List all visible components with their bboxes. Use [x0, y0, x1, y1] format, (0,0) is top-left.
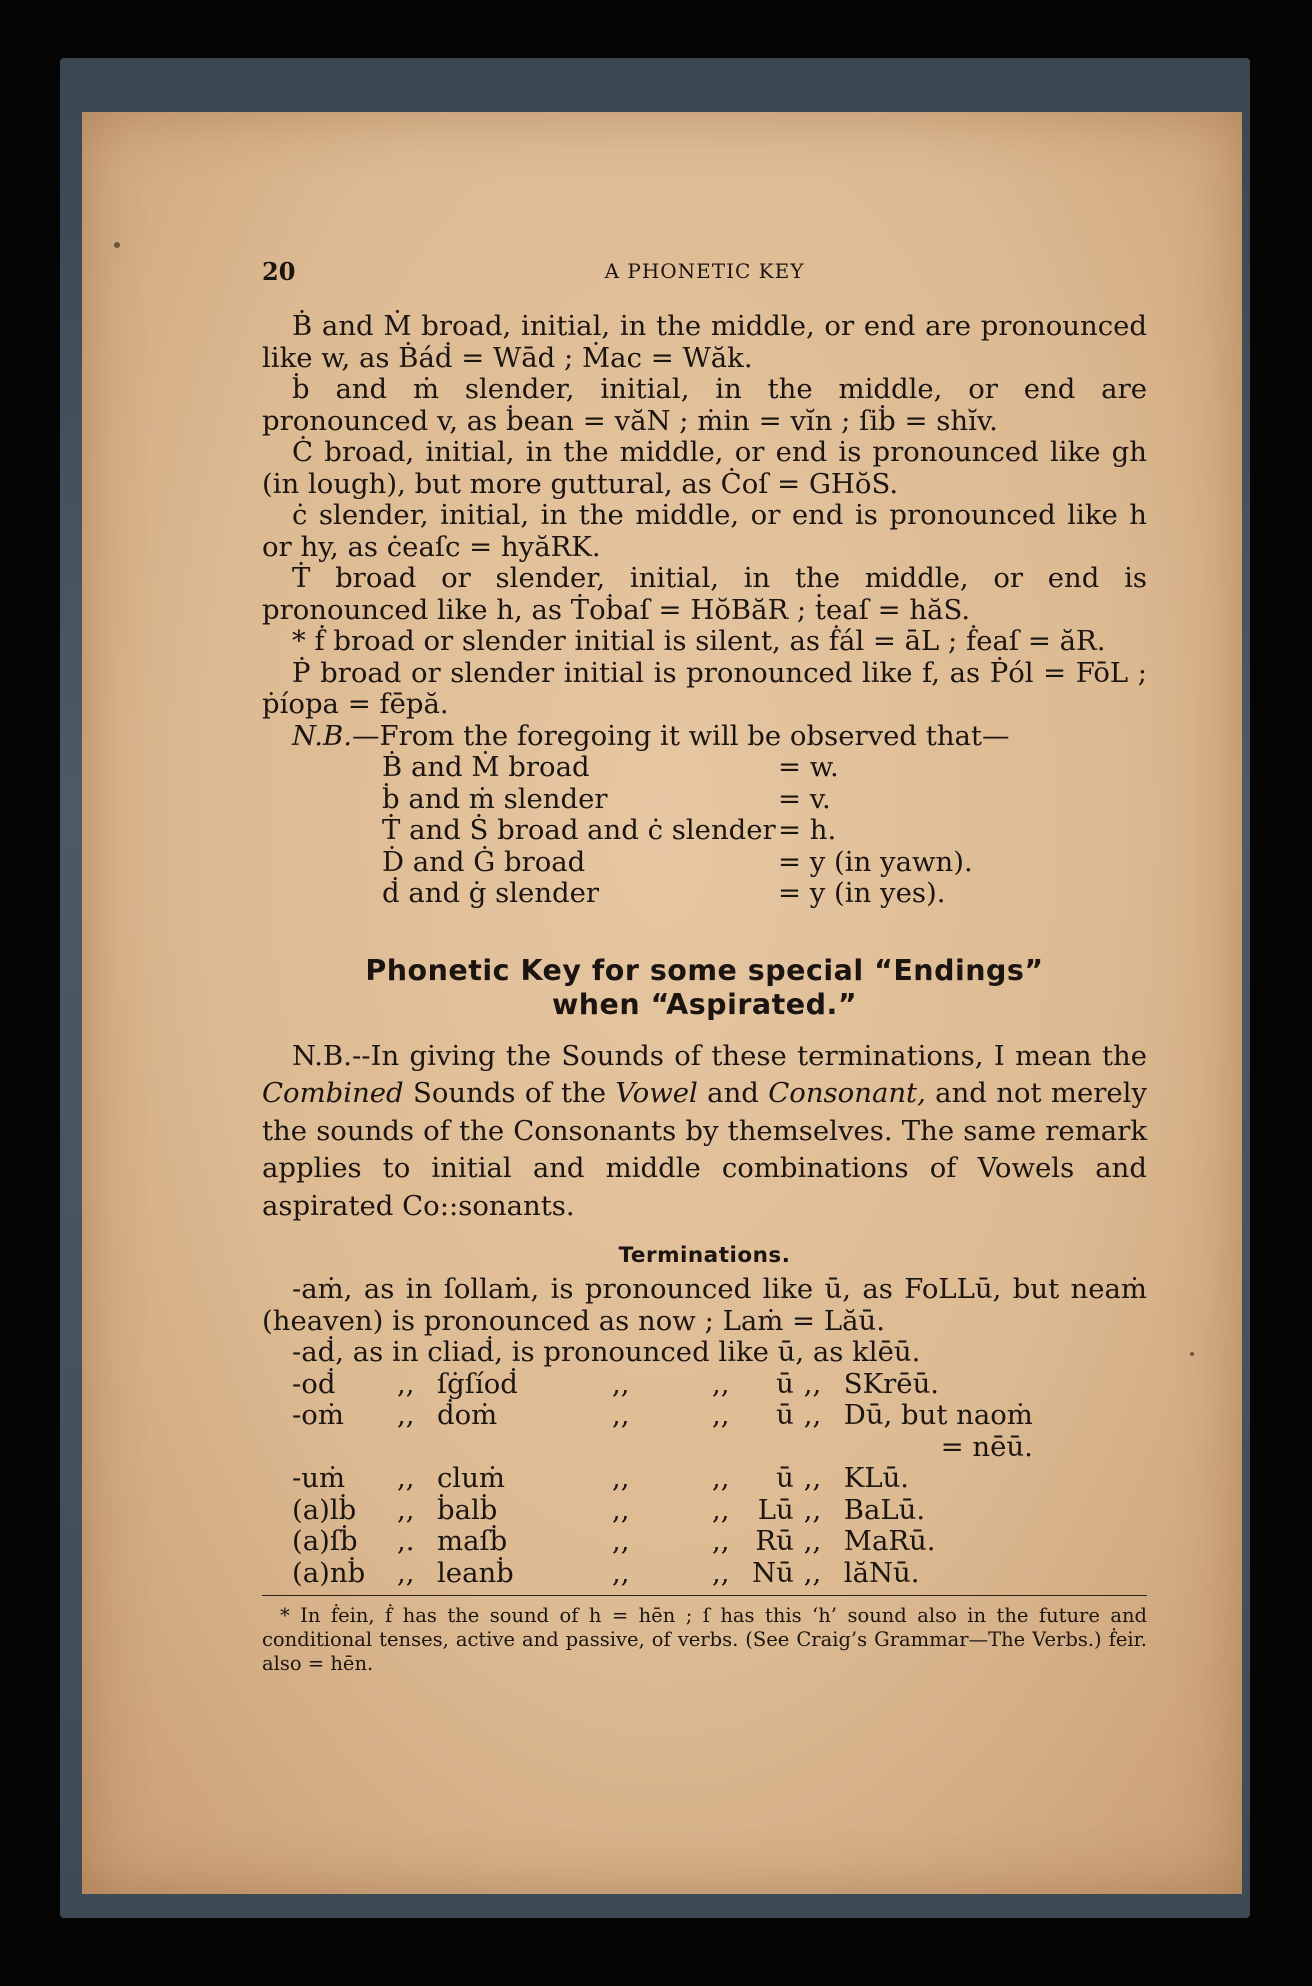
ditto-mark: ,, [612, 1462, 630, 1494]
table-row [292, 1463, 1033, 1495]
summary-letters: ḃ and ṁ slender [382, 782, 608, 815]
rule-paragraph: * ḟ broad or slender initial is silent, as ḟál = āL ; ḟeaſ = ăR. [292, 625, 1106, 657]
footnote: * In ḟein, ḟ has the sound of h = hēn ; ſ has this ‘h’ sound also in the future and conditional tenses, active and passive, of verbs. (See Craig’s Grammar—The Verbs.) ḟeir. also = hēn. [262, 1604, 1147, 1675]
example-word: cluṁ [437, 1462, 505, 1494]
section-heading-line1: Phonetic Key for some special “Endings” [365, 953, 1044, 987]
running-header [262, 257, 1147, 293]
summary-row [382, 847, 973, 879]
running-title: A PHONETIC KEY [604, 259, 805, 283]
nb-text: and [697, 1077, 769, 1109]
summary-letters: Ḋ and Ġ broad [382, 845, 586, 878]
terminations-heading: Terminations. [618, 1243, 791, 1268]
ditto-mark: ,, [612, 1367, 630, 1400]
ditto-mark: ,. [397, 1525, 415, 1557]
ditto-mark: ,, [803, 1399, 822, 1431]
nb-italic: Consonant, [768, 1077, 926, 1109]
table-row [292, 1558, 1033, 1590]
summary-letters: Ṫ and Ṡ broad and ċ slender [382, 814, 776, 846]
ditto-mark: ,, [397, 1493, 415, 1526]
ditto-mark: ,, [612, 1525, 630, 1557]
ditto-mark: ,, [803, 1462, 822, 1494]
summary-sound: = y (in yawn). [778, 845, 973, 878]
ditto-mark: ,, [803, 1525, 822, 1557]
section-heading [262, 954, 1147, 1022]
rule-paragraph: ċ slender, initial, in the middle, or end is pronounced like h or hy, as ċeaſc = hyăRK. [262, 499, 1147, 563]
rule-paragraph: Ḃ and Ṁ broad, initial, in the middle, or end are pronounced like w, as Ḃáḋ = Wād ; Ṁac = Wăk. [262, 310, 1147, 374]
summary-sound: = h. [778, 814, 837, 846]
example-word: maſḃ [437, 1525, 508, 1557]
summary-sound: = v. [778, 782, 831, 815]
section-heading-line2: when “Aspirated.” [551, 987, 858, 1021]
nb-italic: Combined [262, 1077, 404, 1109]
ditto-mark: ,, [803, 1493, 822, 1526]
sound: Lū [757, 1493, 794, 1526]
table-row [292, 1495, 1033, 1527]
nb-label: N.B. [292, 719, 352, 752]
nb-text: and not merely the sounds of the Consonants by themselves. The same remark applies to initial and middle combinations of Vowels and aspirated Co::sonants. [262, 1077, 1147, 1222]
sound: ū [776, 1399, 794, 1431]
sound: Rū [755, 1525, 794, 1557]
continuation: = nēū. [940, 1430, 1033, 1463]
ditto-mark: ,, [803, 1367, 822, 1400]
ending: (a)nḃ [292, 1556, 366, 1589]
nb-lead-text: —From the foregoing it will be observed that— [352, 719, 1010, 752]
rule-paragraph: Ċ broad, initial, in the middle, or end is pronounced like gh (in lough), but more guttural, as Ċoſ = GHŏS. [262, 436, 1147, 500]
nb-summary-lead [262, 721, 1147, 753]
ditto-mark: ,, [712, 1493, 730, 1526]
ditto-mark: ,, [712, 1525, 730, 1557]
ink-speck [1190, 1352, 1194, 1356]
ditto-mark: ,, [397, 1556, 415, 1589]
ink-speck [114, 242, 120, 248]
ditto-mark: ,, [397, 1367, 415, 1400]
nb-text: Sounds of the [403, 1077, 616, 1109]
sound: ū [776, 1462, 794, 1494]
ending: (a)ſḃ [292, 1525, 358, 1557]
footnote-divider [262, 1595, 1147, 1596]
summary-letters: Ḃ and Ṁ broad [382, 751, 590, 783]
sound-summary-table [382, 752, 973, 910]
terminations-table [292, 1369, 1033, 1590]
ditto-mark: ,, [612, 1493, 630, 1526]
ending: -uṁ [292, 1462, 346, 1494]
table-row [292, 1526, 1033, 1558]
termination-line: -aḋ, as in cliaḋ, is pronounced like ū, as klēū. [292, 1336, 921, 1368]
nb-italic: Vowel [615, 1077, 698, 1109]
ditto-mark: ,, [612, 1556, 630, 1589]
summary-letters: ḋ and ġ slender [382, 877, 600, 909]
page-content [262, 257, 1147, 1676]
summary-row [382, 815, 973, 847]
summary-row [382, 752, 973, 784]
page-number: 20 [262, 257, 296, 286]
ditto-mark: ,, [397, 1462, 415, 1494]
summary-row [382, 878, 973, 910]
rule-paragraph: ḃ and ṁ slender, initial, in the middle, or end are pronounced v, as ḃean = văN ; ṁin = vĭn ; ſiḃ = shĭv. [262, 373, 1147, 437]
ending: -oṁ [292, 1399, 344, 1431]
nb-text: --In giving the Sounds of these terminations, I mean the [352, 1039, 1147, 1072]
summary-sound: = w. [778, 751, 839, 783]
sound: Nū [752, 1556, 794, 1589]
example-word: ḋoṁ [437, 1399, 498, 1431]
table-row [292, 1369, 1033, 1401]
ditto-mark: ,, [712, 1462, 730, 1494]
pronunciation: Dū, but naoṁ [843, 1399, 1033, 1431]
nb-label: N.B. [292, 1039, 352, 1072]
ditto-mark: ,, [712, 1367, 730, 1400]
pronunciation: BaLū. [843, 1493, 926, 1526]
example-word: leanḃ [437, 1556, 514, 1589]
sound: ū [776, 1367, 794, 1400]
ditto-mark: ,, [397, 1399, 415, 1431]
rule-paragraph: Ṗ broad or slender initial is pronounced like f, as Ṗól = FōL ; ṗíopa = fēpă. [262, 656, 1147, 720]
ending: (a)lḃ [292, 1493, 357, 1526]
pronunciation: MaRū. [843, 1525, 936, 1557]
rule-paragraph: Ṫ broad or slender, initial, in the middle, or end is pronounced like h, as Ṫoḃaſ = HŏBăR ; ṫeaſ = hăS. [262, 562, 1147, 626]
nb-paragraph [262, 1038, 1147, 1226]
ditto-mark: ,, [712, 1556, 730, 1589]
summary-sound: = y (in yes). [778, 877, 946, 909]
termination-line: -aṁ, as in ſollaṁ, is pronounced like ū, as FoLLū, but neaṁ (heaven) is pronounced as now ; Laṁ = Lăū. [262, 1273, 1147, 1337]
pronunciation: SKrēū. [843, 1367, 940, 1400]
pronunciation: KLū. [843, 1462, 910, 1494]
example-word: ſġſíoḋ [437, 1367, 518, 1400]
pronunciation: lăNū. [843, 1556, 920, 1589]
ending: -oḋ [292, 1367, 336, 1400]
ditto-mark: ,, [612, 1399, 630, 1431]
summary-row [382, 784, 973, 816]
table-row [292, 1432, 1033, 1464]
book-page [82, 112, 1242, 1894]
ditto-mark: ,, [803, 1556, 822, 1589]
ditto-mark: ,, [712, 1399, 730, 1431]
example-word: ḃalḃ [437, 1493, 498, 1526]
table-row [292, 1400, 1033, 1432]
